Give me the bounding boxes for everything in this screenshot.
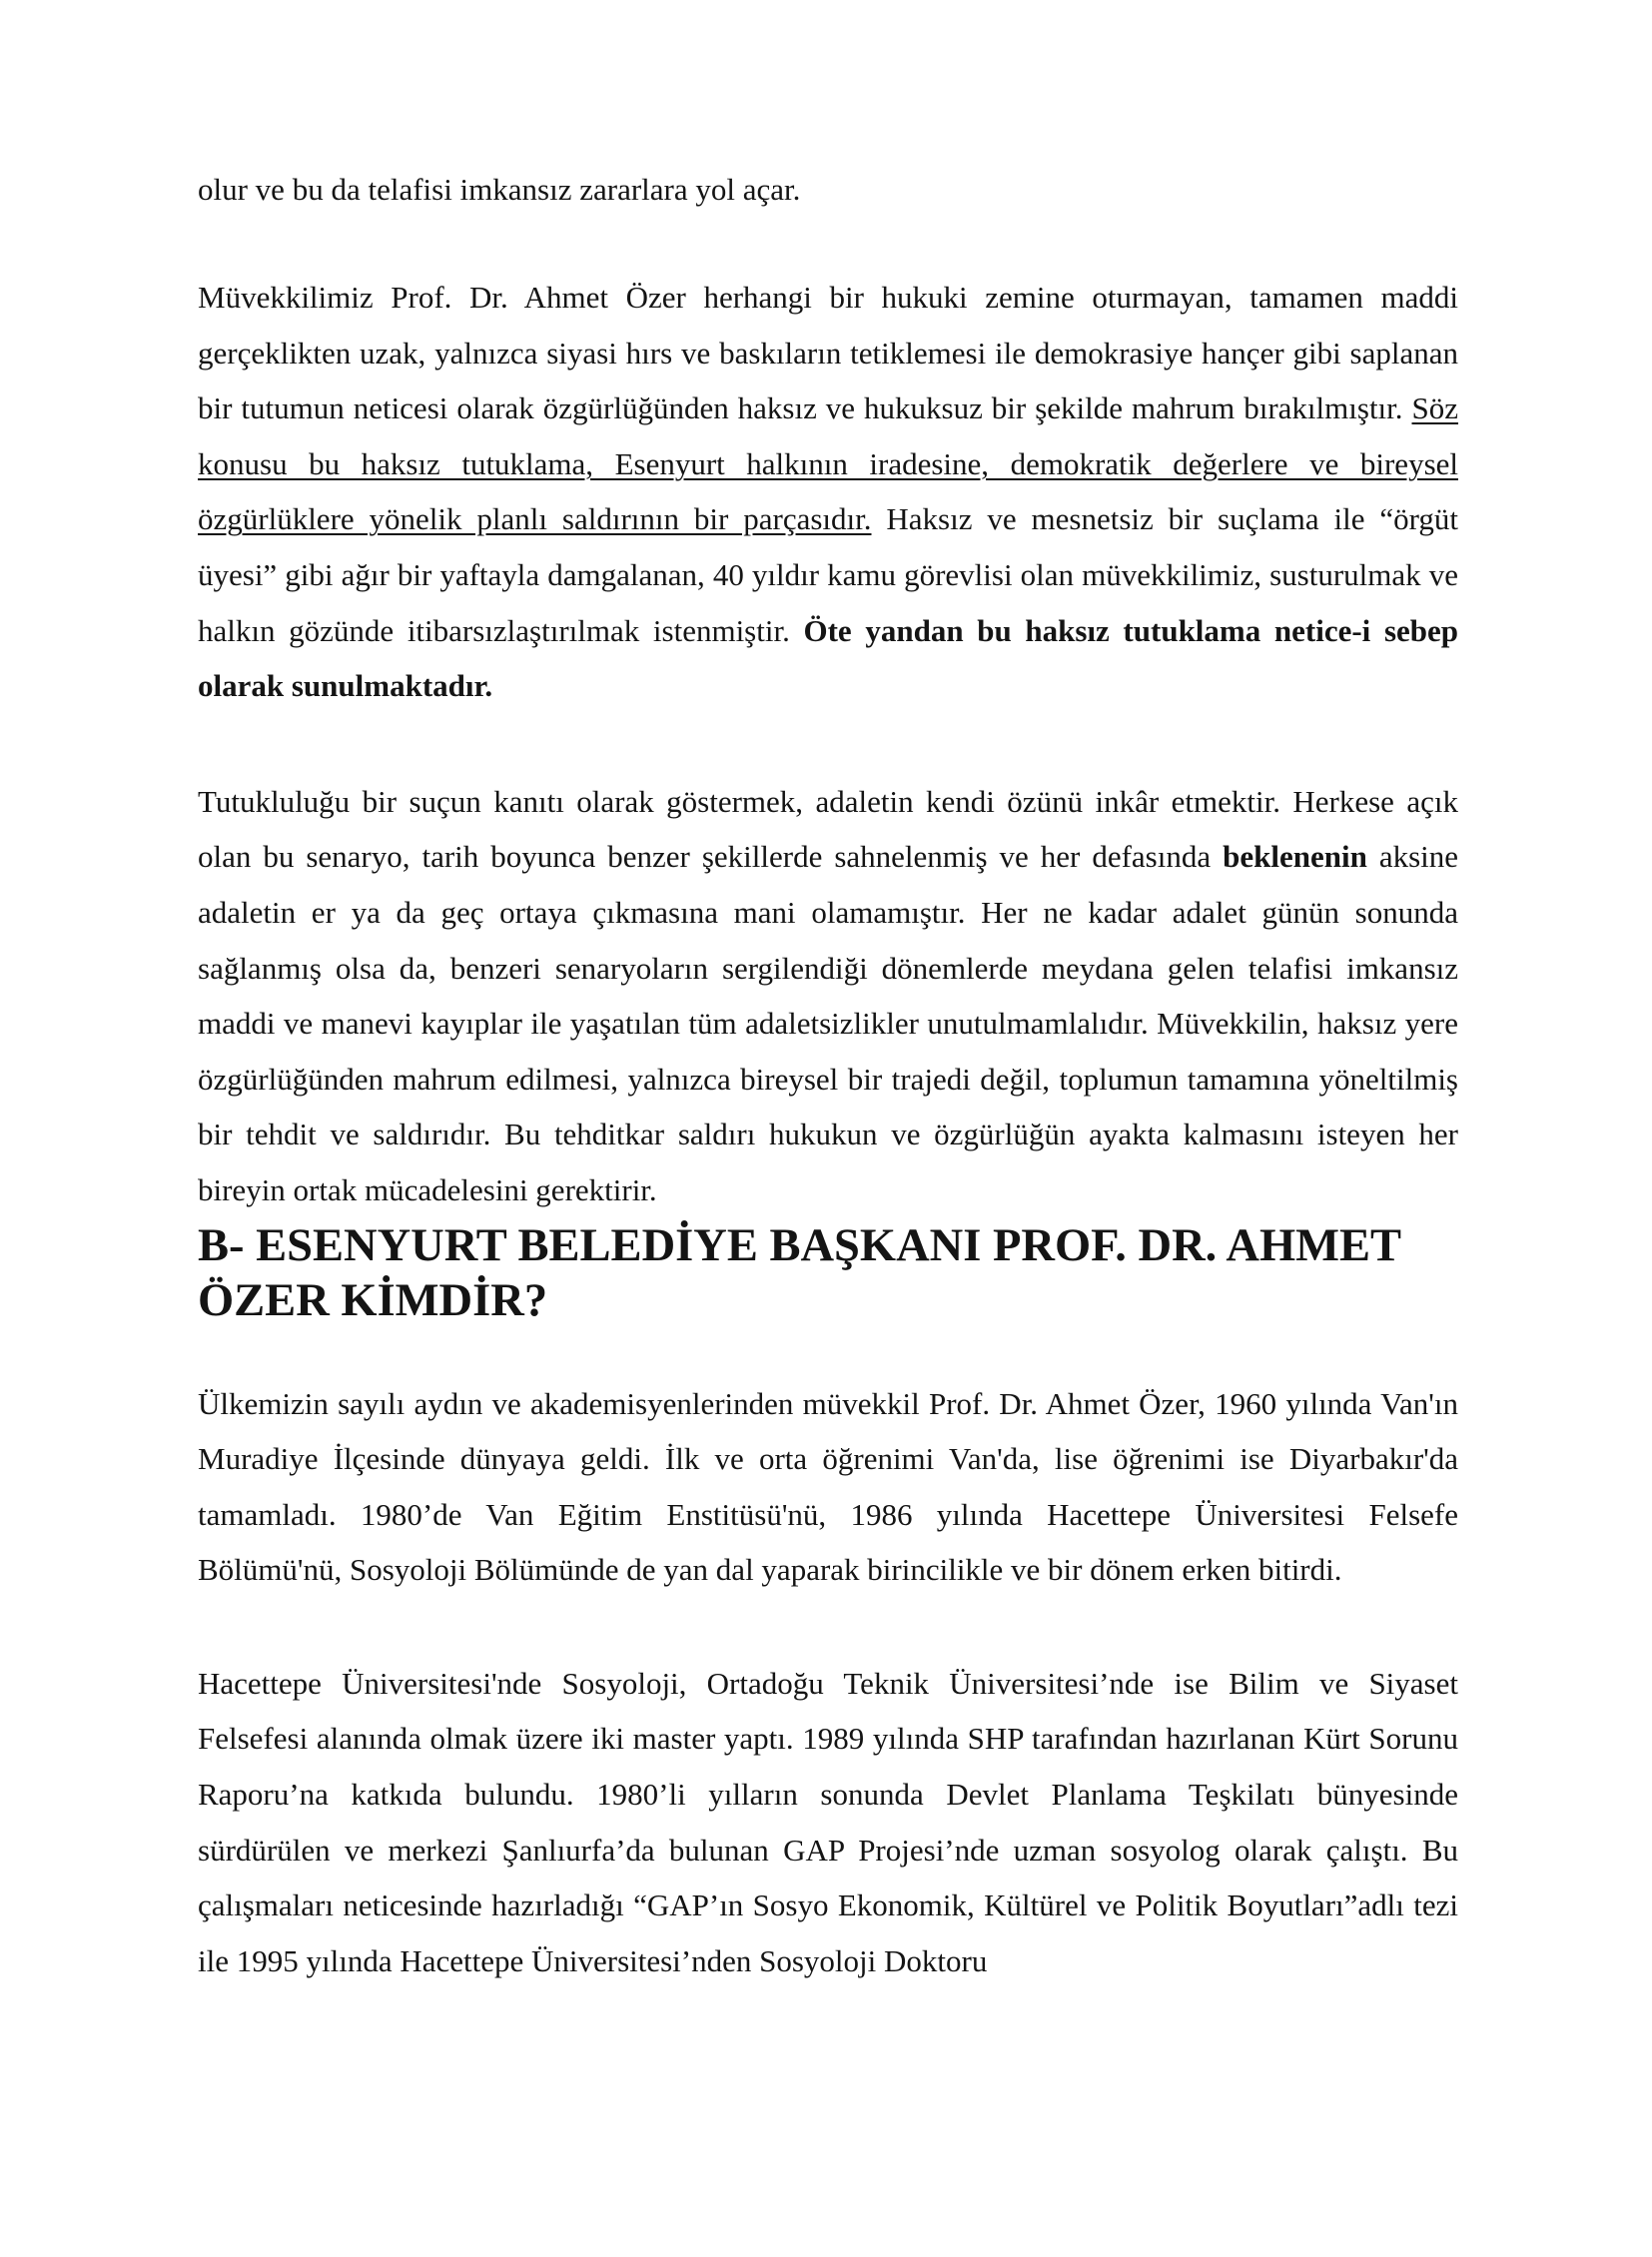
- paragraph-text: olur ve bu da telafisi imkansız zararlara yol açar.: [198, 172, 801, 207]
- bold-word: beklenenin: [1223, 839, 1367, 875]
- underlined-statement: Söz konusu bu haksız tutuklama, Esenyurt halkının iradesine, demokratik değerlere ve bireysel özgürlüklere yönelik planlı saldırının bir parçasıdır.: [198, 390, 1459, 537]
- paragraph-text: aksine adaletin er ya da geç ortaya çıkmasına mani olamamıştır. Her ne kadar adalet günün sonunda sağlanmış olsa da, benzeri senaryoların sergilendiği dönemlerde meydana gelen telafisi imkansız maddi ve manevi kayıplar ile yaşatılan tüm adaletsizlikler unutulmamlalıdır. Müvekkilin, haksız yere özgürlüğünden mahrum edilmesi, yalnızca bireysel bir trajedi değil, toplumun tamamına yöneltilmiş bir tehdit ve saldırıdır. Bu tehditkar saldırı hukukun ve özgürlüğün ayakta kalmasını isteyen her bireyin ortak mücadelesini gerektirir.: [198, 839, 1459, 1207]
- section-heading: B- ESENYURT BELEDİYE BAŞKANI PROF. DR. AHMET ÖZER KİMDİR?: [198, 1219, 1401, 1326]
- paragraph-justice: [198, 774, 1458, 1218]
- paragraph-continuation: [198, 162, 1458, 217]
- paragraph-text: Ülkemizin sayılı aydın ve akademisyenlerinden müvekkil Prof. Dr. Ahmet Özer, 1960 yılında Van'ın Muradiye İlçesinde dünyaya geldi. İlk ve orta öğrenimi Van'da, lise öğrenimi ise Diyarbakır'da tamamladı. 1980’de Van Eğitim Enstitüsü'nü, 1986 yılında Hacettepe Üniversitesi Felsefe Bölümü'nü, Sosyoloji Bölümünde de yan dal yaparak birincilikle ve bir dönem erken bitirdi.: [198, 1385, 1458, 1588]
- paragraph-text: Müvekkilimiz Prof. Dr. Ahmet Özer herhangi bir hukuki zemine oturmayan, tamamen maddi gerçeklikten uzak, yalnızca siyasi hırs ve baskıların tetiklemesi ile demokrasiye hançer gibi saplanan bir tutumun neticesi olarak özgürlüğünden haksız ve hukuksuz bir şekilde mahrum bırakılmıştır.: [198, 280, 1458, 426]
- paragraph-client-detention: [198, 270, 1458, 714]
- paragraph-text: Haksız ve mesnetsiz bir suçlama ile “örgüt üyesi” gibi ağır bir yaftayla damgalanan, 40 yıldır kamu görevlisi olan müvekkilimiz, susturulmak ve halkın gözünde itibarsızlaştırılmak istenmiştir.: [198, 501, 1458, 648]
- paragraph-text: Hacettepe Üniversitesi'nde Sosyoloji, Ortadoğu Teknik Üniversitesi’nde ise Bilim ve Siyaset Felsefesi alanında olmak üzere iki master yaptı. 1989 yılında SHP tarafından hazırlanan Kürt Sorunu Raporu’na katkıda bulundu. 1980’li yılların sonunda Devlet Planlama Teşkilatı bünyesinde sürdürülen ve merkezi Şanlıurfa’da bulunan GAP Projesi’nde uzman sosyolog olarak çalıştı. Bu çalışmaları neticesinde hazırladığı “GAP’ın Sosyo Ekonomik, Kültürel ve Politik Boyutları”adlı tezi ile 1995 yılında Hacettepe Üniversitesi’nden Sosyoloji Doktoru: [198, 1665, 1458, 1978]
- bold-statement: Öte yandan bu haksız tutuklama netice-i sebep olarak sunulmaktadır.: [198, 612, 1459, 704]
- paragraph-text: Tutukluluğu bir suçun kanıtı olarak göstermek, adaletin kendi özünü inkâr etmektir. Herkese açık olan bu senaryo, tarih boyunca benzer şekillerde sahnelenmiş ve her defasında: [198, 783, 1458, 875]
- paragraph-biography: [198, 1376, 1458, 1598]
- paragraph-career: [198, 1656, 1458, 1989]
- document-body: [198, 162, 1458, 1988]
